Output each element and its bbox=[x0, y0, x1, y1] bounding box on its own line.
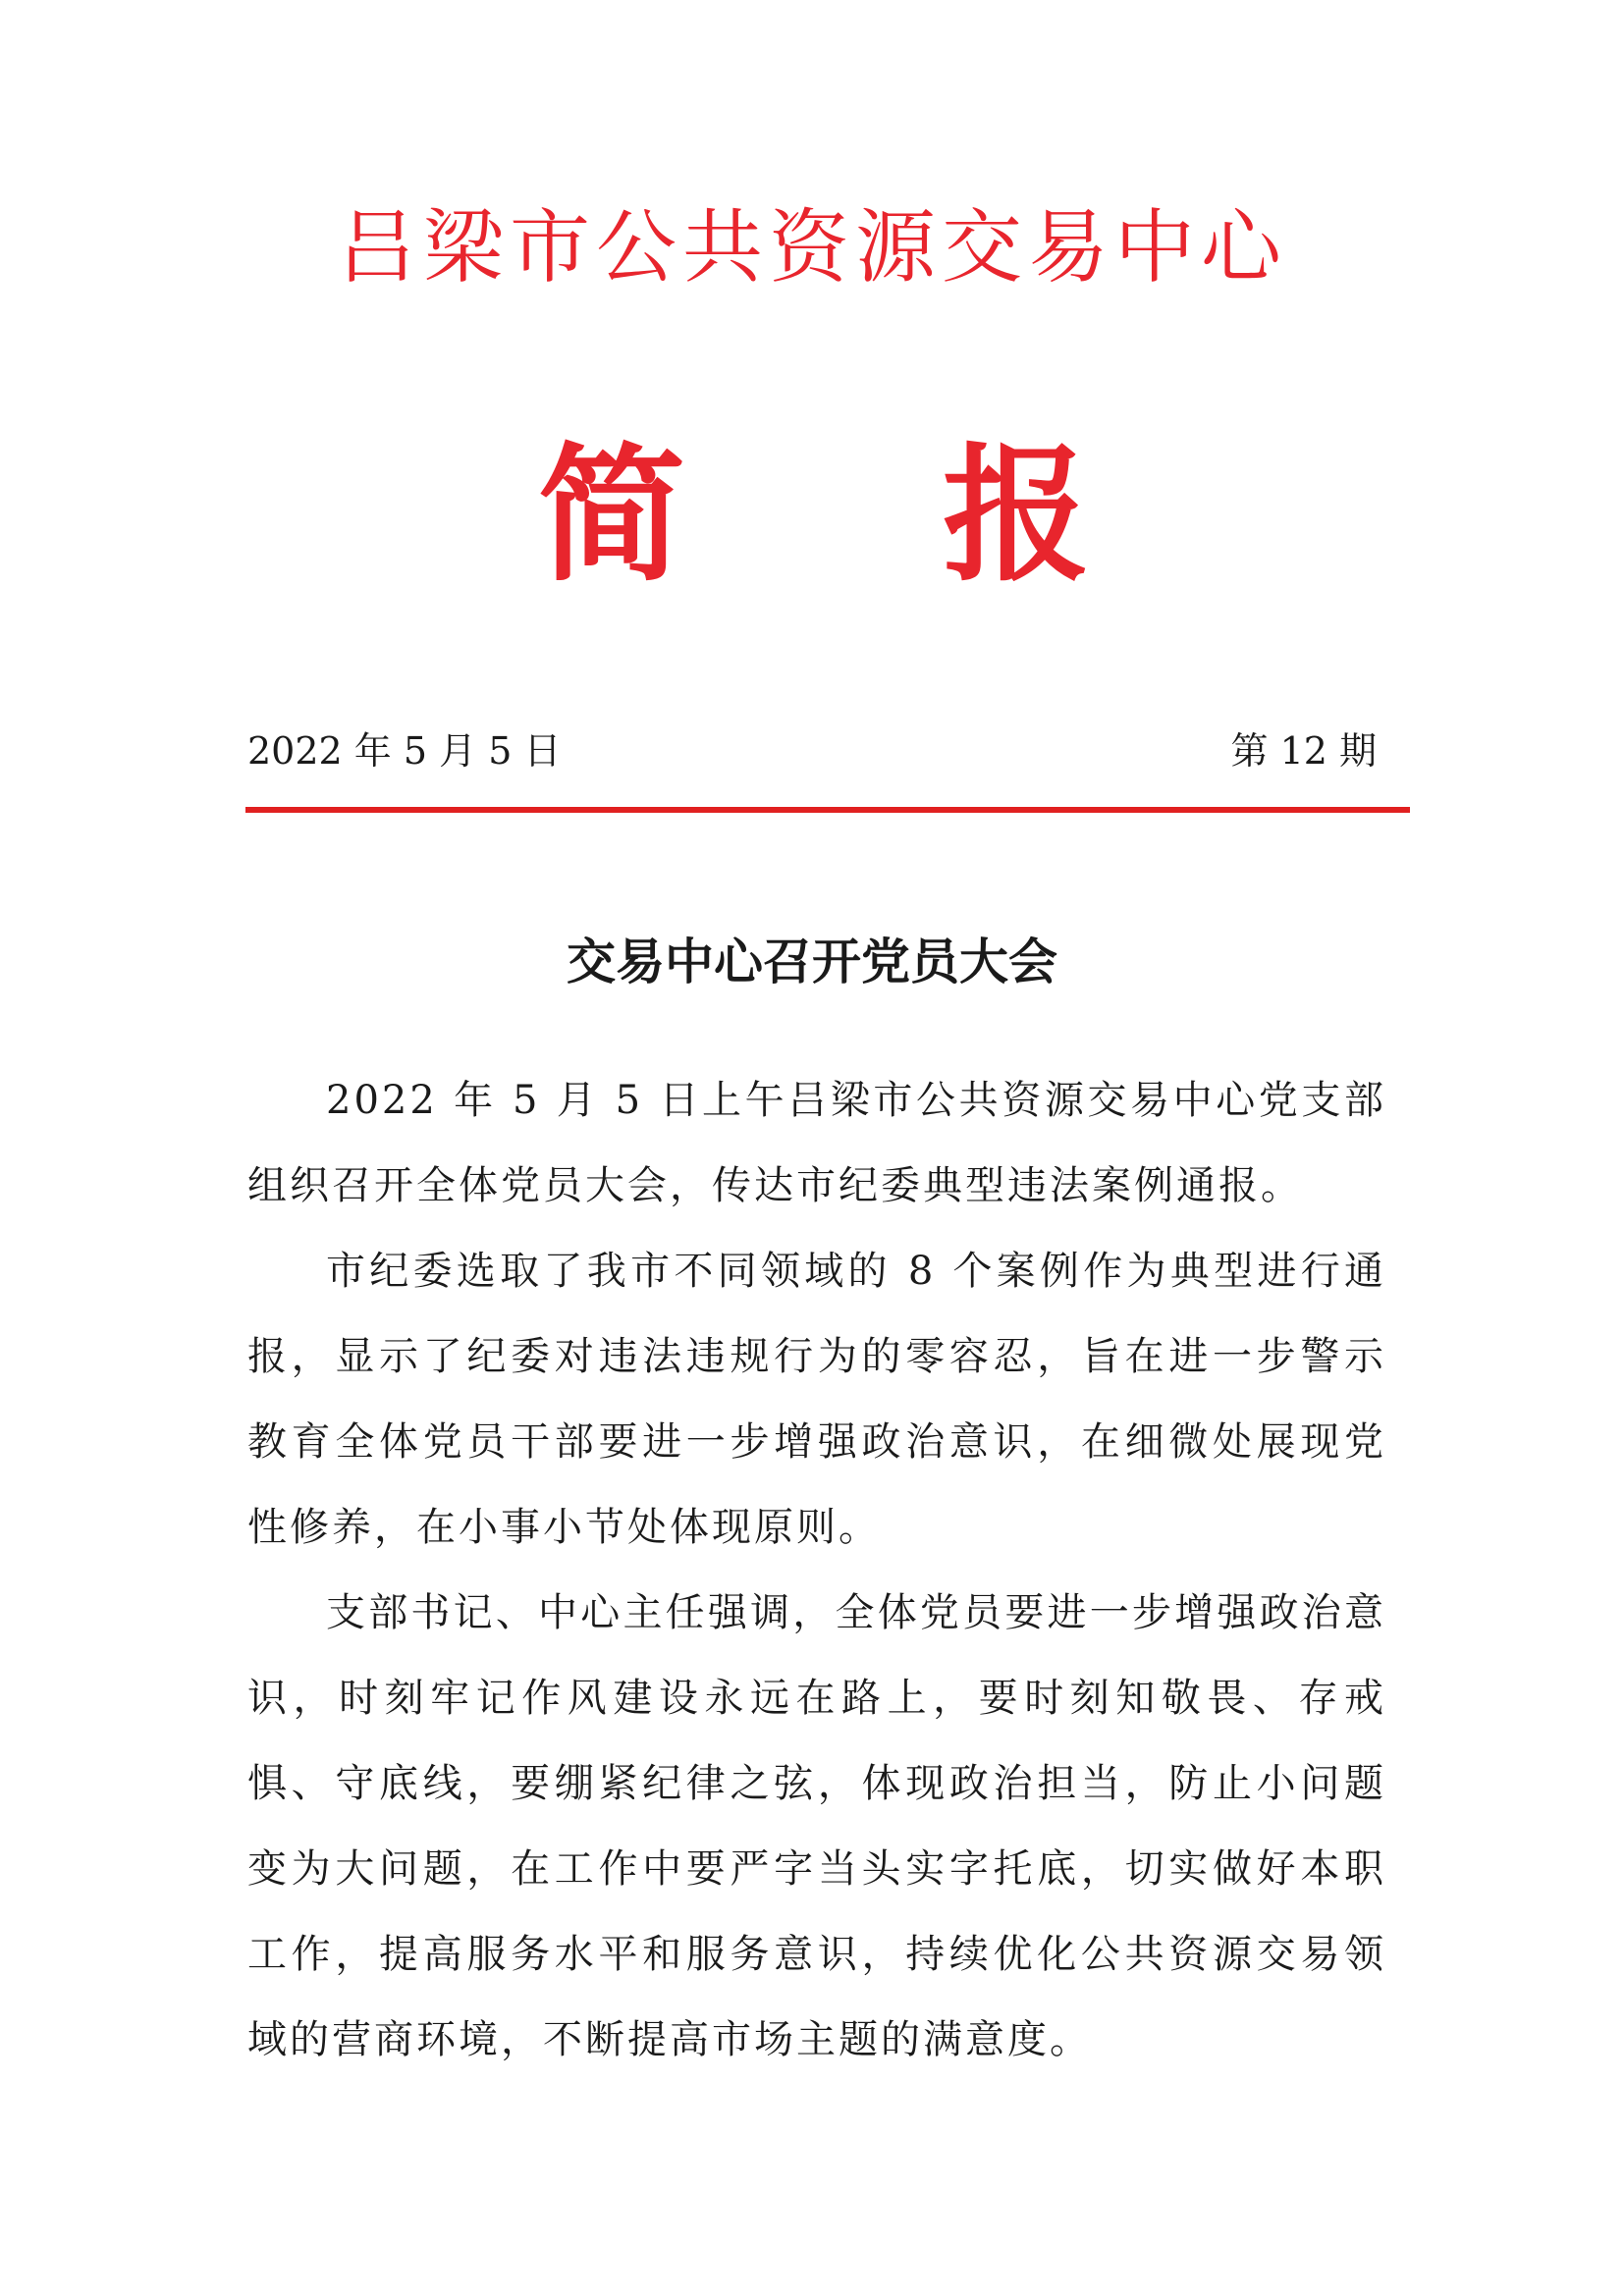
document-type-char: 报 bbox=[943, 429, 1091, 602]
document-type-char: 简 bbox=[538, 429, 686, 602]
article-title: 交易中心召开党员大会 bbox=[567, 933, 1057, 990]
issue-date: 2022 年 5 月 5 日 bbox=[247, 729, 562, 773]
article-paragraph: 2022 年 5 月 5 日上午吕梁市公共资源交易中心党支部组织召开全体党员大会，传达市纪委典型违法案例通报。 bbox=[247, 1078, 1386, 1208]
article-paragraph: 市纪委选取了我市不同领域的 8 个案例作为典型进行通报，显示了纪委对违法违规行为的零容忍，旨在进一步警示教育全体党员干部要进一步增强政治意识，在细微处展现党性修养，在小事小节处体现原则。 bbox=[247, 1249, 1386, 1550]
issue-info-row bbox=[247, 726, 1377, 775]
header-divider bbox=[245, 807, 1410, 813]
document-type-heading bbox=[0, 429, 1624, 602]
article-body bbox=[247, 1058, 1386, 2083]
issuing-organization: 吕梁市公共资源交易中心 bbox=[336, 201, 1287, 294]
issue-number: 第 12 期 bbox=[1230, 729, 1377, 773]
article-paragraph: 支部书记、中心主任强调，全体党员要进一步增强政治意识，时刻牢记作风建设永远在路上，要时刻知敬畏、存戒惧、守底线，要绷紧纪律之弦，体现政治担当，防止小问题变为大问题，在工作中要严字当头实字托底，切实做好本职工作，提高服务水平和服务意识，持续优化公共资源交易领域的营商环境，不断提高市场主题的满意度。 bbox=[247, 1590, 1386, 2062]
